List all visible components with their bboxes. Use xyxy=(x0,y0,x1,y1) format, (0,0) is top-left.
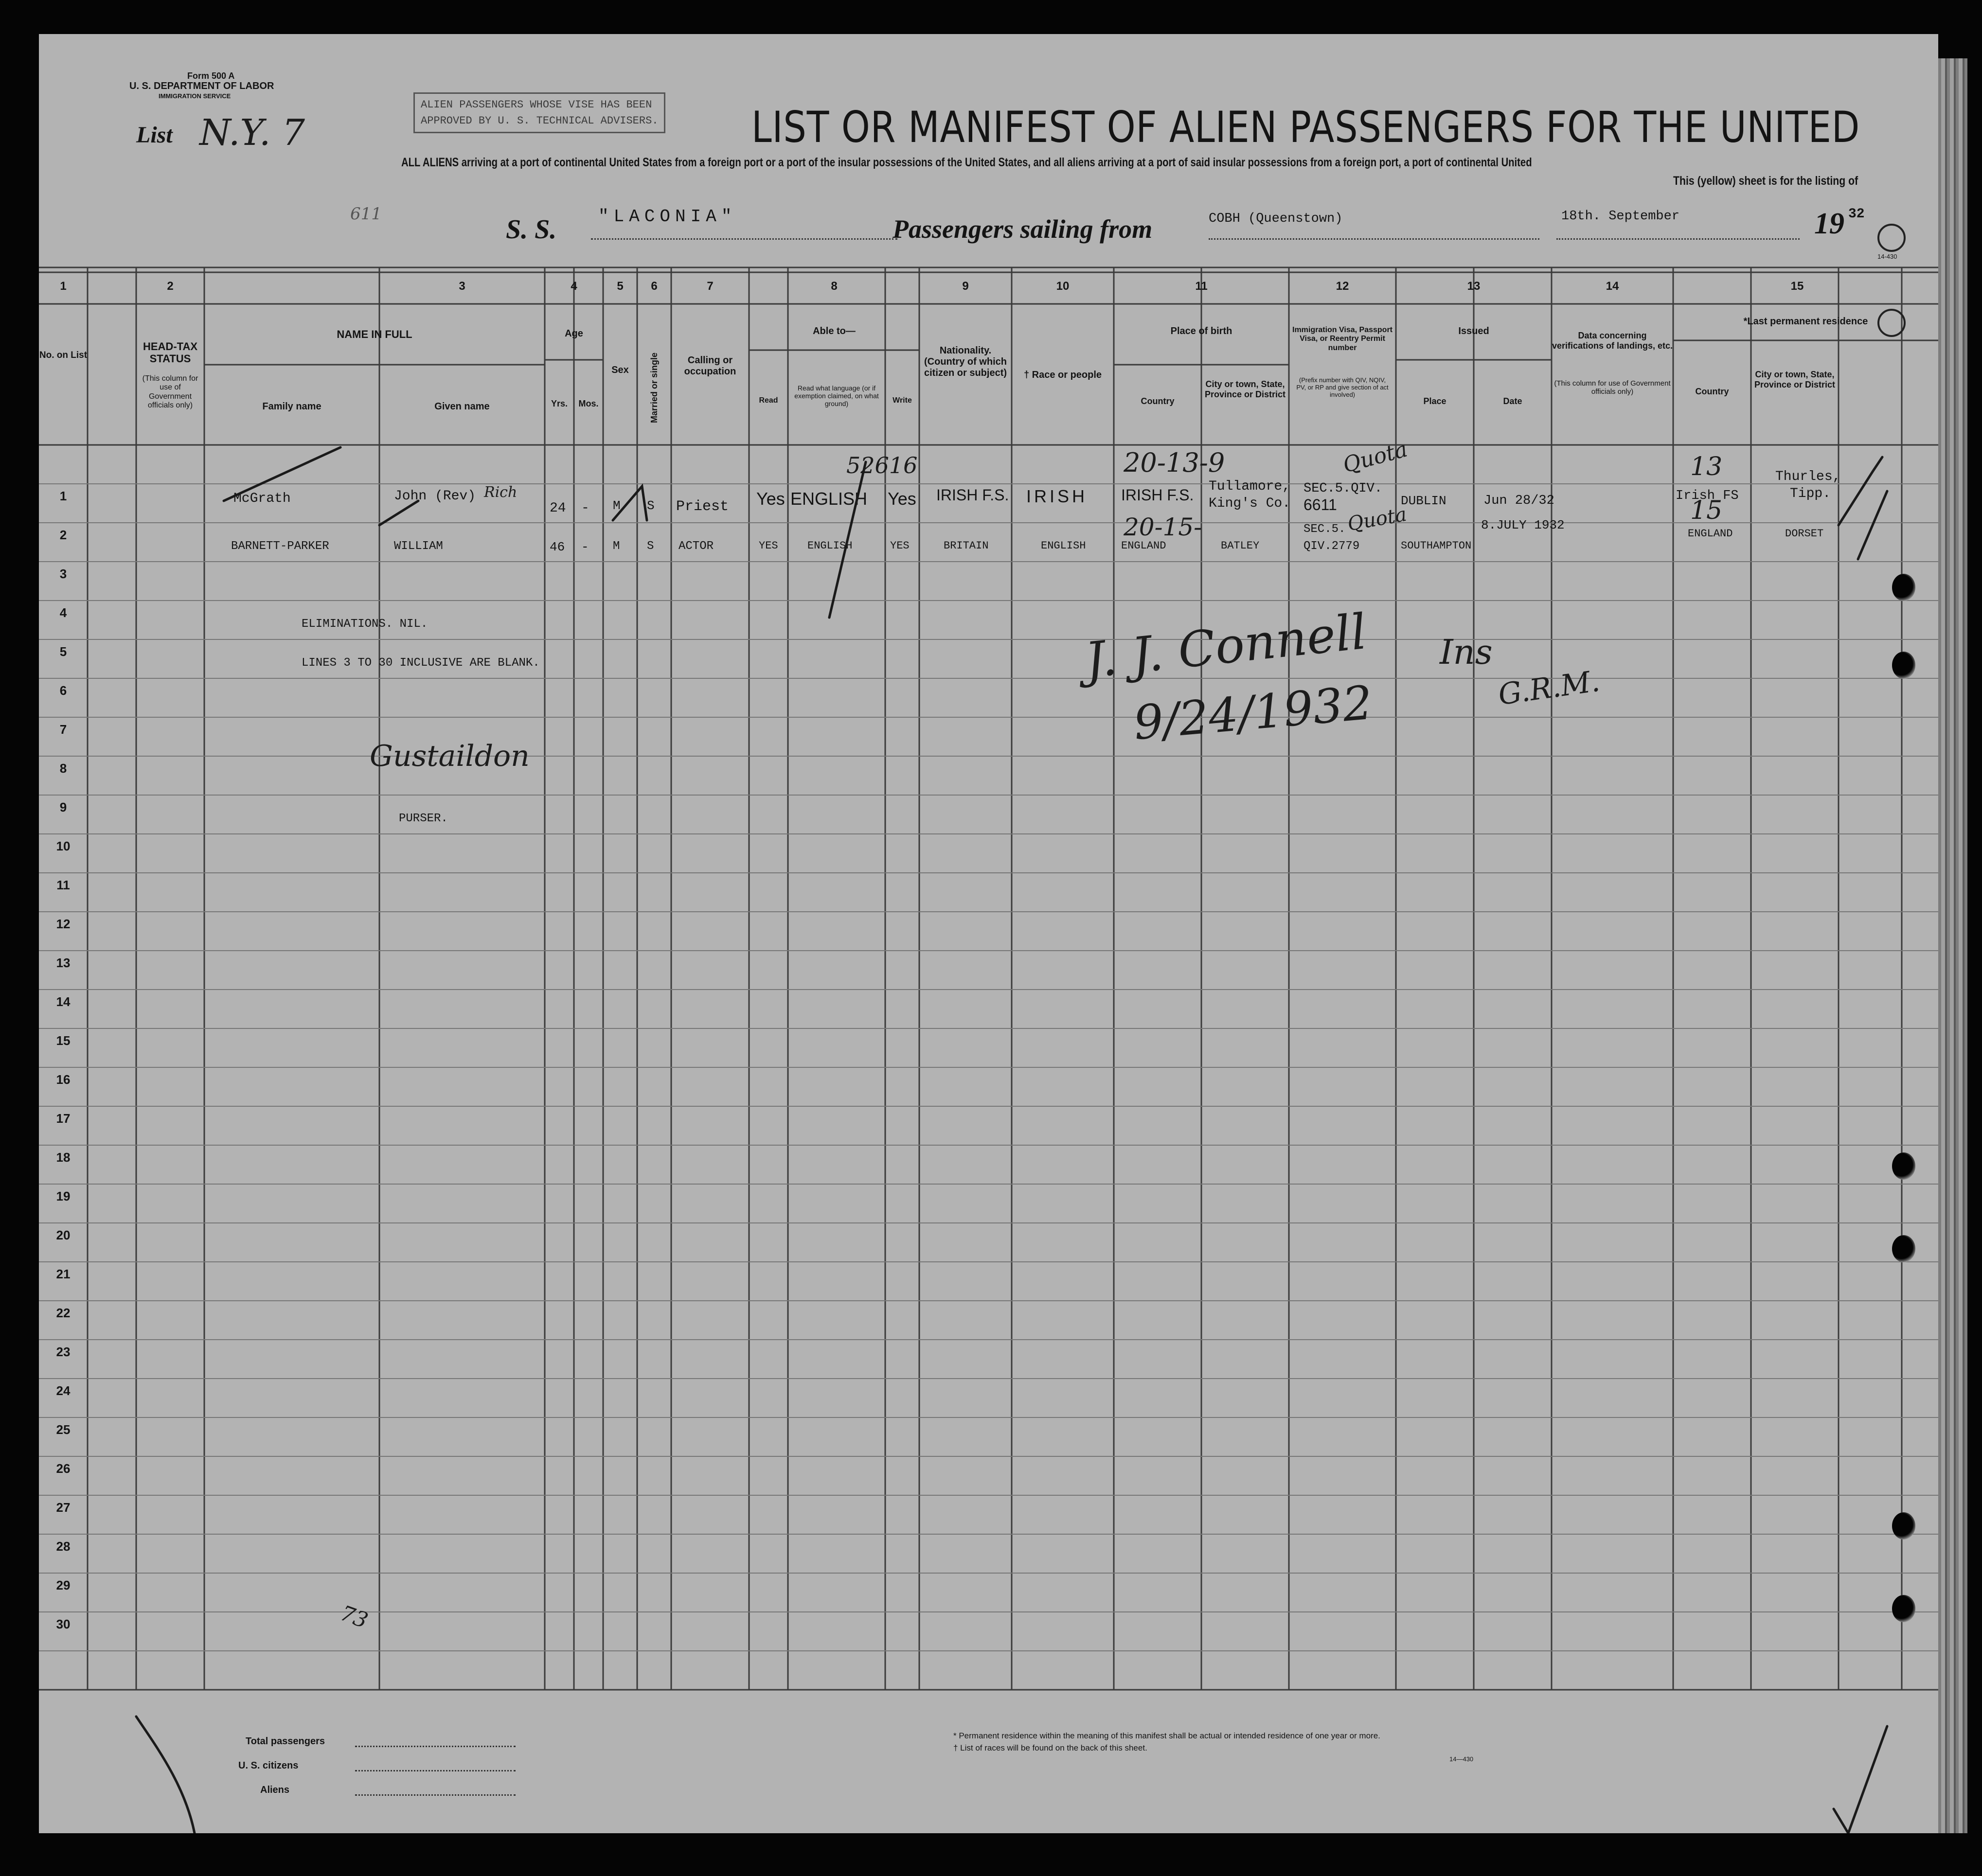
punch-hole xyxy=(1892,1152,1915,1180)
row-number: 12 xyxy=(56,917,71,931)
row1-visa-2: 6611 xyxy=(1303,496,1337,513)
row-number: 1 xyxy=(59,489,67,503)
row1-issued-date: Jun 28/32 xyxy=(1483,494,1554,508)
header-place-of-birth: Place of birth xyxy=(1170,326,1232,336)
row-number: 20 xyxy=(56,1228,71,1242)
eliminations-note: ELIMINATIONS. NIL. xyxy=(302,618,428,631)
punch-hole xyxy=(1892,574,1915,601)
row2-given-name: WILLIAM xyxy=(394,540,443,553)
column-number: 5 xyxy=(617,280,624,293)
header-age: Age xyxy=(565,328,583,339)
column-number: 14 xyxy=(1606,280,1619,293)
header-married-single: Married or single xyxy=(649,352,659,423)
margin-note: 611 xyxy=(350,204,382,224)
row2-issued-date: 8.JULY 1932 xyxy=(1481,518,1565,532)
stamp-line-1: ALIEN PASSENGERS WHOSE VISE HAS BEEN xyxy=(421,99,652,111)
footer-code: 14—430 xyxy=(1449,1755,1474,1763)
column-number: 13 xyxy=(1467,280,1481,293)
manifest-sheet xyxy=(39,34,1938,1833)
inspector-date: 9/24/1932 xyxy=(1131,675,1375,751)
purser-title: PURSER. xyxy=(399,812,448,825)
header-country: Country xyxy=(1141,396,1175,406)
row2-occupation: ACTOR xyxy=(679,540,714,553)
date-value: 18th. September xyxy=(1561,209,1680,224)
punch-hole xyxy=(1892,1512,1915,1540)
row1-issued-place: DUBLIN xyxy=(1401,494,1446,508)
footer-us-citizens: U. S. citizens xyxy=(238,1760,299,1771)
row1-married: S xyxy=(647,498,655,513)
footer-aliens-dotline xyxy=(355,1794,516,1796)
row-number: 8 xyxy=(59,761,67,776)
row-number: 29 xyxy=(56,1578,71,1593)
row-number: 13 xyxy=(56,956,71,970)
row-number: 17 xyxy=(56,1111,71,1126)
header-immigration-visa-note: (Prefix number with QIV, NQIV, PV, or RP and give section of act involved) xyxy=(1296,376,1389,398)
header-calling: Calling or occupation xyxy=(684,355,736,377)
row2-write: YES xyxy=(890,540,910,552)
year-prefix: 19 xyxy=(1814,207,1844,240)
row1-age-yrs: 24 xyxy=(550,501,566,516)
row1-birth-code: 20-13-9 xyxy=(1124,447,1225,478)
ring-mark xyxy=(1877,224,1906,252)
footer-note-1: * Permanent residence within the meaning of this manifest shall be actual or intended residence of one year or more. xyxy=(953,1731,1380,1740)
bottom-mark: 73 xyxy=(337,1600,372,1634)
row2-language: ENGLISH xyxy=(807,540,853,552)
subtitle-line-2: This (yellow) sheet is for the listing of xyxy=(1673,174,1858,188)
header-data-concerning: Data concerning verifications of landings, etc. xyxy=(1552,331,1673,351)
row-number: 19 xyxy=(56,1189,71,1203)
inspector-signature: J. J. Connell xyxy=(1082,602,1369,690)
row2-family-name: BARNETT-PARKER xyxy=(231,540,329,553)
header-issued-date: Date xyxy=(1503,396,1522,406)
header-able-to: Able to— xyxy=(813,326,856,336)
row-number: 25 xyxy=(56,1422,71,1437)
row2-birth-city: BATLEY xyxy=(1221,540,1260,552)
header-read-language: Read what language (or if exemption claimed, on what ground) xyxy=(794,384,879,408)
stamp-line-2: APPROVED BY U. S. TECHNICAL ADVISERS. xyxy=(421,115,659,127)
punch-hole xyxy=(1892,1595,1915,1622)
row-number: 3 xyxy=(59,566,67,581)
row2-sex: M xyxy=(613,540,620,553)
header-yrs: Yrs. xyxy=(551,399,568,408)
header-issued: Issued xyxy=(1458,326,1489,336)
column-number: 15 xyxy=(1790,280,1804,293)
header-res-city: City or town, State, Province or District xyxy=(1754,370,1836,389)
list-label: List xyxy=(136,122,173,148)
row-number: 15 xyxy=(56,1033,71,1048)
header-mos: Mos. xyxy=(578,399,599,408)
subtitle-line-1: ALL ALIENS arriving at a port of continental United States from a foreign port or a port of the insular possessions of the United States, and all aliens arriving at a port of said insular possessions from a foreign port, a port of continental United xyxy=(401,156,1532,169)
language-note: 52616 xyxy=(846,452,918,478)
res-num-1: 13 xyxy=(1690,452,1723,481)
row2-married: S xyxy=(647,540,654,553)
row2-read: YES xyxy=(759,540,778,552)
row1-nationality: IRISH F.S. xyxy=(936,486,1009,504)
header-immigration-visa: Immigration Visa, Passport Visa, or Reentry Permit number xyxy=(1292,326,1393,352)
column-number: 10 xyxy=(1056,280,1070,293)
inspector-initials: Ins xyxy=(1440,632,1493,672)
blank-lines-note: LINES 3 TO 30 INCLUSIVE ARE BLANK. xyxy=(302,656,540,670)
header-head-tax: HEAD-TAX STATUS xyxy=(143,340,198,365)
pen-marks xyxy=(39,34,1938,1833)
row1-visa-1: SEC.5.QIV. xyxy=(1303,481,1383,496)
row2-age-yrs: 46 xyxy=(550,540,565,554)
row1-quota: Quota xyxy=(1340,437,1411,478)
header-read: Read xyxy=(759,396,778,405)
page-title: LIST OR MANIFEST OF ALIEN PASSENGERS FOR THE UNITED xyxy=(751,102,1860,152)
punch-hole xyxy=(1892,652,1915,679)
row1-language: ENGLISH xyxy=(790,489,868,509)
row-number: 9 xyxy=(59,800,67,814)
department: U. S. DEPARTMENT OF LABOR xyxy=(129,81,274,91)
header-data-note: (This column for use of Government officials only) xyxy=(1554,379,1671,396)
column-number: 7 xyxy=(707,280,714,293)
row-number: 14 xyxy=(56,994,71,1009)
service: IMMIGRATION SERVICE xyxy=(159,92,231,100)
row1-family-name: McGrath xyxy=(233,491,291,506)
row1-read: Yes xyxy=(756,489,785,509)
purser-signature: Gustaildon xyxy=(370,739,530,773)
row1-res-country: Irish FS xyxy=(1676,489,1739,503)
row2-res-country: ENGLAND xyxy=(1688,528,1733,540)
row-number: 5 xyxy=(59,644,67,659)
row-number: 11 xyxy=(56,878,70,892)
footer-note-2: † List of races will be found on the back of this sheet. xyxy=(953,1743,1147,1752)
header-last-residence: *Last permanent residence xyxy=(1743,316,1868,327)
row-number: 23 xyxy=(56,1345,71,1359)
header-city: City or town, State, Province or District xyxy=(1204,379,1286,399)
header-no-on-list: No. on List xyxy=(39,350,88,360)
row-number: 2 xyxy=(59,528,67,542)
row2-birth-code: 20-15- xyxy=(1124,513,1202,541)
list-value: N.Y. 7 xyxy=(199,112,305,154)
header-sex: Sex xyxy=(611,365,629,375)
column-number: 12 xyxy=(1336,280,1349,293)
form-number: Form 500 A xyxy=(187,71,235,81)
row1-res-city-2: Tipp. xyxy=(1790,486,1831,501)
row1-given-note: Rich xyxy=(484,484,518,501)
column-number: 2 xyxy=(167,280,174,293)
row1-age-mos: - xyxy=(581,501,589,516)
row-number: 6 xyxy=(59,683,67,698)
row-number: 30 xyxy=(56,1617,71,1631)
row-number: 28 xyxy=(56,1539,71,1554)
row2-birth-country: ENGLAND xyxy=(1121,540,1166,552)
row-number: 7 xyxy=(59,722,67,737)
header-given-name: Given name xyxy=(434,401,490,412)
row1-res-city-1: Thurles, xyxy=(1775,469,1841,484)
column-number: 9 xyxy=(962,280,969,293)
header-race: † Race or people xyxy=(1023,370,1102,380)
footer-total-passengers: Total passengers xyxy=(246,1736,325,1747)
header-write: Write xyxy=(893,396,912,405)
column-number: 8 xyxy=(831,280,838,293)
header-name-in-full: NAME IN FULL xyxy=(337,328,412,340)
row1-birth-city-1: Tullamore, xyxy=(1209,479,1291,494)
row1-race: IRISH xyxy=(1026,486,1088,506)
header-nationality: Nationality. (Country of which citizen or subject) xyxy=(924,345,1007,378)
row1-write: Yes xyxy=(888,489,916,509)
header-issued-place: Place xyxy=(1423,396,1446,406)
row2-nationality: BRITAIN xyxy=(944,540,989,552)
row1-occupation: Priest xyxy=(676,498,729,515)
column-number: 1 xyxy=(60,280,67,293)
row-number: 10 xyxy=(56,839,71,853)
row-number: 24 xyxy=(56,1383,71,1398)
row2-quota: Quota xyxy=(1345,503,1409,536)
ring-mark xyxy=(1877,309,1906,337)
page-edge xyxy=(1938,58,1967,1833)
header-family-name: Family name xyxy=(262,401,321,412)
row2-visa-1: SEC.5. xyxy=(1303,523,1346,536)
row2-res-city: DORSET xyxy=(1785,528,1824,540)
year-suffix: 32 xyxy=(1848,207,1865,222)
column-number: 4 xyxy=(571,280,577,293)
footer-citizens-dotline xyxy=(355,1770,516,1771)
row2-issued-place: SOUTHAMPTON xyxy=(1401,540,1472,552)
inspector-code: G.R.M. xyxy=(1496,664,1602,712)
row-number: 27 xyxy=(56,1500,71,1515)
row-number: 21 xyxy=(56,1267,71,1281)
column-number: 11 xyxy=(1195,280,1208,293)
res-num-2: 15 xyxy=(1690,496,1723,525)
form-code: 14-430 xyxy=(1877,253,1897,260)
punch-hole xyxy=(1892,1235,1915,1262)
row-number: 18 xyxy=(56,1150,71,1165)
row2-visa-2: QIV.2779 xyxy=(1303,540,1360,553)
row-number: 26 xyxy=(56,1461,71,1476)
row1-sex: M xyxy=(613,498,621,513)
row1-birth-city-2: King's Co. xyxy=(1209,496,1291,511)
footer-aliens: Aliens xyxy=(260,1785,290,1795)
ship-name: "LACONIA" xyxy=(598,207,737,227)
port-value: COBH (Queenstown) xyxy=(1209,212,1343,226)
row-number: 22 xyxy=(56,1306,71,1320)
footer-total-dotline xyxy=(355,1746,516,1747)
row2-race: ENGLISH xyxy=(1041,540,1086,552)
row2-age-mos: - xyxy=(581,540,589,554)
column-number: 3 xyxy=(459,280,465,293)
row-number: 16 xyxy=(56,1072,71,1087)
row1-birth-country: IRISH F.S. xyxy=(1121,486,1194,504)
ss-label: S. S. xyxy=(506,214,557,245)
header-res-country: Country xyxy=(1695,387,1729,396)
row1-given-name: John (Rev) xyxy=(394,489,476,504)
column-number: 6 xyxy=(651,280,658,293)
row-number: 4 xyxy=(59,605,67,620)
sailing-label: Passengers sailing from xyxy=(893,214,1153,244)
header-head-tax-note: (This column for use of Government officials only) xyxy=(142,374,198,410)
